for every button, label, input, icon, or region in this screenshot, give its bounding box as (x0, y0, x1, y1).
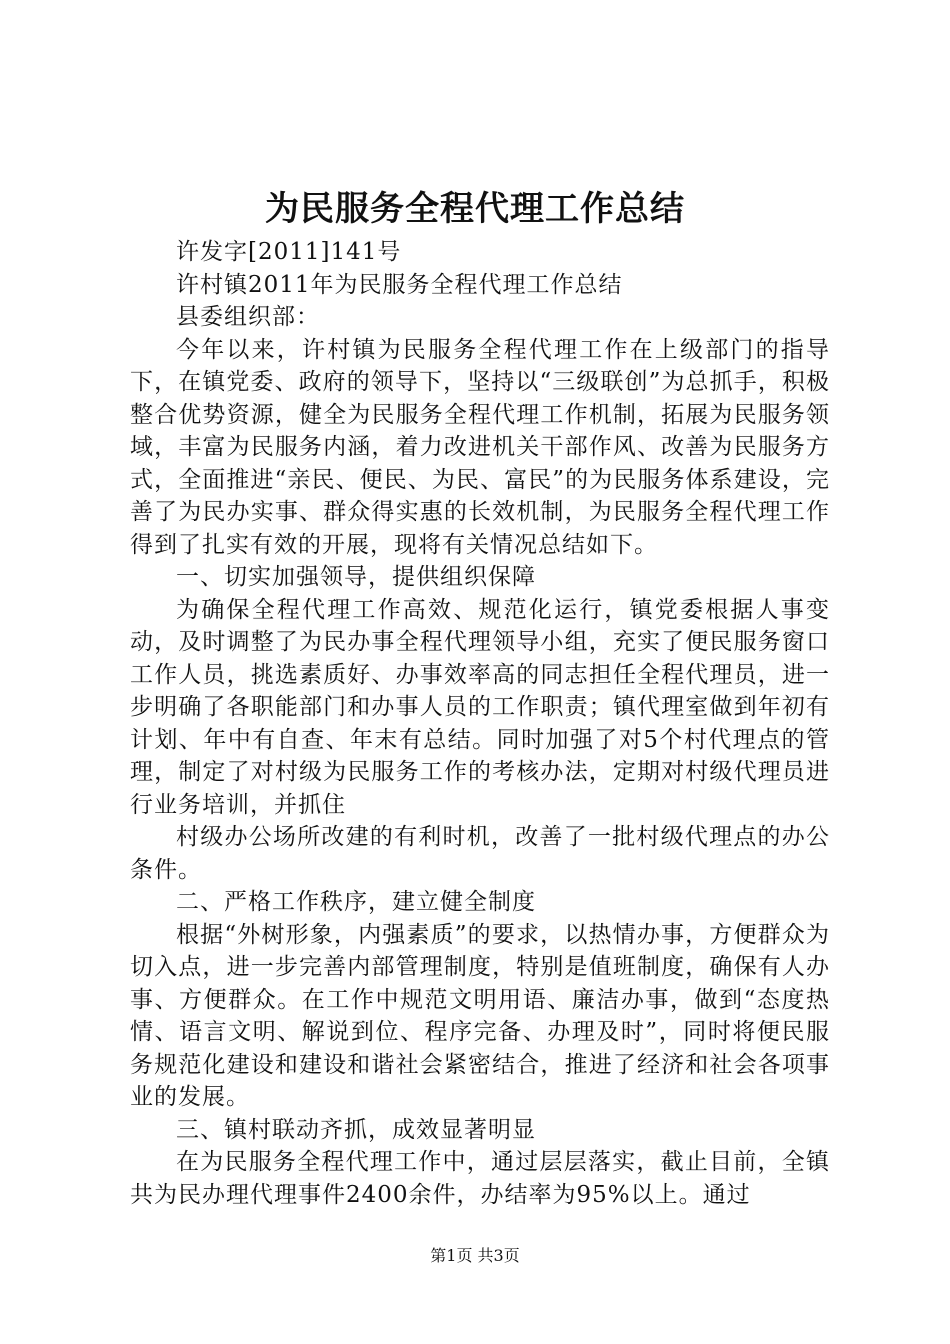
section-heading-3: 三、镇村联动齐抓，成效显著明显 (176, 1116, 536, 1143)
doc-subtitle: 许村镇2011年为民服务全程代理工作总结 (176, 271, 623, 298)
doc-number: 许发字[2011]141号 (176, 239, 402, 265)
paragraph-section-3: 在为民服务全程代理工作中，通过层层落实，截止目前，全镇共为民办理代理事件2400余件，办结率为95%以上。通过 (130, 1149, 830, 1208)
paragraph-intro: 今年以来，许村镇为民服务全程代理工作在上级部门的指导下，在镇党委、政府的领导下，坚持以“三级联创”为总抓手，积极整合优势资源，健全为民服务全程代理工作机制，拓展为民服务领域，丰富为民服务内涵，着力改进机关干部作风、改善为民服务方式，全面推进“亲民、便民、为民、富民”的为民服务体系建设，完善了为民办实事、群众得实惠的长效机制，为民服务全程代理工作得到了扎实有效的开展，现将有关情况总结如下。 (130, 336, 830, 558)
doc-recipient: 县委组织部： (176, 304, 320, 330)
section-heading-1: 一、切实加强领导，提供组织保障 (176, 564, 536, 590)
paragraph-section-2: 根据“外树形象，内强素质”的要求，以热情办事，方便群众为切入点，进一步完善内部管理制度，特别是值班制度，确保有人办事、方便群众。在工作中规范文明用语、廉洁办事，做到“态度热情、语言文明、解说到位、程序完备、办理及时”，同时将便民服务规范化建设和建设和谐社会紧密结合，推进了经济和社会各项事业的发展。 (130, 921, 830, 1110)
paragraph-section-1-cont: 村级办公场所改建的有利时机，改善了一批村级代理点的办公条件。 (130, 824, 830, 883)
document-title: 为民服务全程代理工作总结 (265, 189, 685, 229)
document-body (130, 236, 830, 1211)
paragraph-section-1: 为确保全程代理工作高效、规范化运行，镇党委根据人事变动，及时调整了为民办事全程代理领导小组，充实了便民服务窗口工作人员，挑选素质好、办事效率高的同志担任全程代理员，进一步明确了各职能部门和办事人员的工作职责；镇代理室做到年初有计划、年中有自查、年末有总结。同时加强了对5个村代理点的管理，制定了对村级为民服务工作的考核办法，定期对村级代理员进行业务培训，并抓住 (130, 596, 830, 818)
page-footer: 第1页 共3页 (430, 1246, 520, 1265)
section-heading-2: 二、严格工作秩序，建立健全制度 (176, 889, 536, 915)
